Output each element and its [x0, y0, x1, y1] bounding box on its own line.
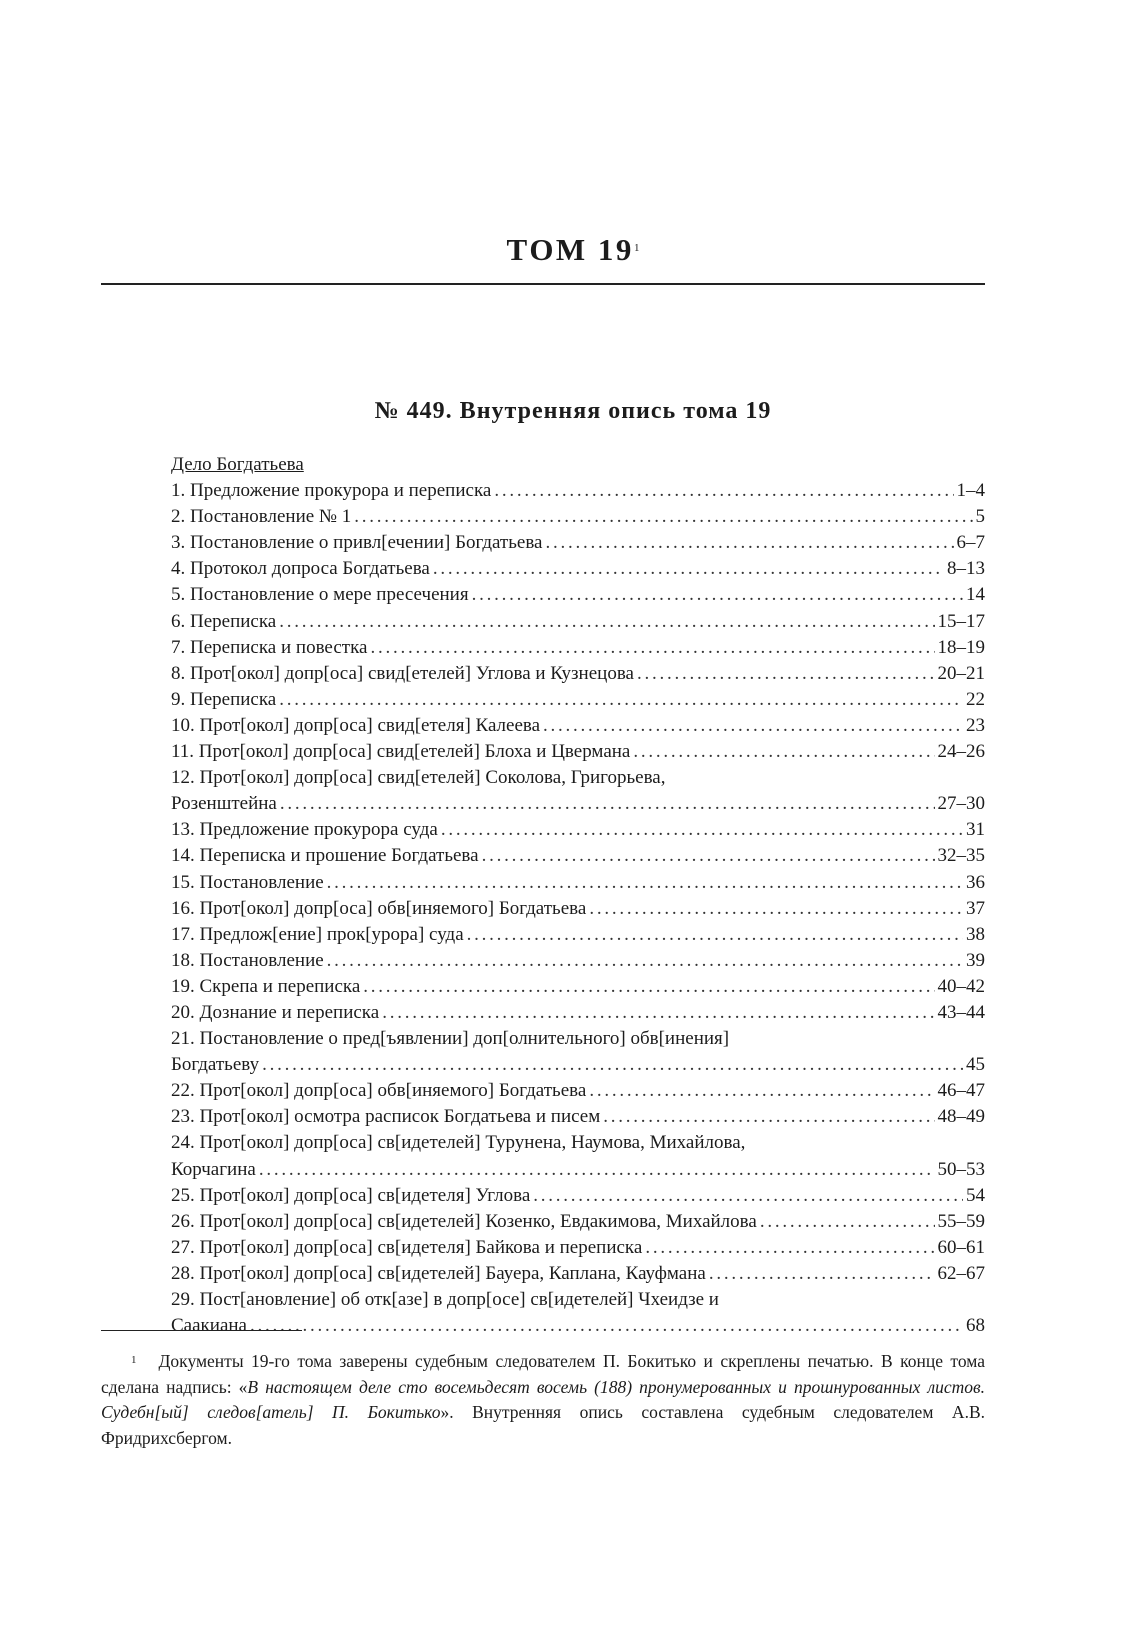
toc-entry-text: 7. Переписка и повестка [171, 636, 368, 658]
toc-entry [171, 974, 985, 1000]
toc-entry-pages: 62–67 [937, 1262, 985, 1284]
dot-leader [533, 1183, 963, 1209]
toc-entry-pages: 37 [966, 897, 985, 919]
toc-entry-line [171, 1287, 985, 1313]
toc-entry-text: 1. Предложение прокурора и переписка [171, 480, 492, 502]
dot-leader [370, 635, 934, 661]
toc-entry-text: 6. Переписка [171, 610, 277, 632]
toc-entry-text: 4. Протокол допроса Богдатьева [171, 558, 430, 580]
toc-entry-pages: 6–7 [956, 532, 985, 554]
dot-leader [637, 661, 935, 687]
toc-entry-pages: 54 [966, 1184, 985, 1206]
toc-entry-text: 14. Переписка и прошение Богдатьева [171, 845, 479, 867]
toc-entry-pages: 1–4 [956, 480, 985, 502]
dot-leader [382, 1000, 934, 1026]
dot-leader [543, 713, 963, 739]
toc-entry [171, 817, 985, 843]
toc-entry [171, 791, 985, 817]
toc-entry-text: 9. Переписка [171, 688, 277, 710]
toc-entry-text: 2. Постановление № 1 [171, 506, 352, 528]
dot-leader [363, 974, 934, 1000]
toc-entry-pages: 27–30 [937, 793, 985, 815]
toc-entry [171, 530, 985, 556]
volume-title [0, 232, 1146, 268]
toc-entry-text: 10. Прот[окол] допр[оса] свид[етеля] Калеева [171, 714, 541, 736]
toc-entry-pages: 5 [975, 506, 985, 528]
toc-entry-pages: 45 [966, 1054, 985, 1076]
toc-entry-text: 19. Скрепа и переписка [171, 975, 361, 997]
toc-entry-text: 5. Постановление о мере пресечения [171, 584, 469, 606]
dot-leader [482, 843, 935, 869]
toc-entry-pages: 24–26 [937, 741, 985, 763]
toc-entry-pages: 50–53 [937, 1158, 985, 1180]
toc-entry-pages: 46–47 [937, 1080, 985, 1102]
toc-entry [171, 504, 985, 530]
toc-entry [171, 1157, 985, 1183]
toc-entry-line [171, 1026, 985, 1052]
footnote [101, 1349, 985, 1451]
toc-entry-pages: 32–35 [937, 845, 985, 867]
dot-leader [760, 1209, 935, 1235]
toc-entry-text: 27. Прот[окол] допр[оса] св[идетеля] Байкова и переписка [171, 1236, 643, 1258]
dot-leader [327, 948, 963, 974]
case-title: Дело Богдатьева [171, 454, 304, 475]
toc-entry [171, 948, 985, 974]
inventory-list [171, 452, 985, 1339]
dot-leader [279, 609, 934, 635]
dot-leader [262, 1052, 963, 1078]
toc-entry [171, 1235, 985, 1261]
toc-entry-pages: 23 [966, 714, 985, 736]
dot-leader [589, 1078, 934, 1104]
toc-entry [171, 1183, 985, 1209]
toc-entry [171, 843, 985, 869]
dot-leader [280, 791, 935, 817]
toc-entry-text: 22. Прот[окол] допр[оса] обв[иняемого] Богдатьева [171, 1080, 587, 1102]
dot-leader [279, 687, 963, 713]
toc-entry-text: 15. Постановление [171, 871, 324, 893]
document-heading: № 449. Внутренняя опись тома 19 [374, 398, 772, 424]
toc-entry-text: 8. Прот[окол] допр[оса] свид[етелей] Углова и Кузнецова [171, 662, 634, 684]
toc-entry-text: 24. Прот[окол] допр[оса] св[идетелей] Турунена, Наумова, Михайлова, [171, 1132, 746, 1154]
dot-leader [467, 922, 963, 948]
toc-entry-text: 25. Прот[окол] допр[оса] св[идетеля] Углова [171, 1184, 531, 1206]
toc-entry [171, 1209, 985, 1235]
dot-leader [354, 504, 972, 530]
toc-entry-continuation: Корчагина [171, 1158, 256, 1180]
footnote-ref[interactable]: 1 [633, 242, 640, 254]
dot-leader [709, 1261, 935, 1287]
toc-entry [171, 739, 985, 765]
dot-leader [603, 1104, 934, 1130]
toc-entry [171, 1000, 985, 1026]
toc-entry-pages: 20–21 [937, 662, 985, 684]
footnote-mark: 1 [131, 1354, 137, 1366]
toc-entry-pages: 38 [966, 923, 985, 945]
toc-entry [171, 687, 985, 713]
toc-entry-text: 12. Прот[окол] допр[оса] свид[етелей] Соколова, Григорьева, [171, 767, 666, 789]
toc-entry-pages: 22 [966, 688, 985, 710]
toc-entry-text: 11. Прот[окол] допр[оса] свид[етелей] Блоха и Цвермана [171, 741, 631, 763]
toc-entry [171, 1078, 985, 1104]
footnote-text-start: Документы 19-го тома заверены судебным следователем П. Бокитько и скреплены печатью. В конце тома сделана надпись: « [101, 1351, 985, 1397]
footnote-quote: В настоящем деле сто восемьдесят восемь (188) пронумерованных и прошнурованных листов. Судебн[ый] следов[атель] П. Бокитько [101, 1376, 986, 1422]
toc-entry [171, 609, 985, 635]
toc-entry [171, 635, 985, 661]
toc-entry [171, 870, 985, 896]
dot-leader [433, 556, 944, 582]
toc-entry [171, 896, 985, 922]
dot-leader [589, 896, 963, 922]
toc-entry-continuation: Розенштейна [171, 793, 277, 815]
toc-entry [171, 1052, 985, 1078]
dot-leader [472, 582, 963, 608]
dot-leader [645, 1235, 934, 1261]
toc-entry-pages: 40–42 [937, 975, 985, 997]
toc-entry-text: 3. Постановление о привл[ечении] Богдатьева [171, 532, 543, 554]
toc-entry-text: 16. Прот[окол] допр[оса] обв[иняемого] Богдатьева [171, 897, 587, 919]
dot-leader [259, 1157, 935, 1183]
toc-entry-pages: 48–49 [937, 1106, 985, 1128]
toc-entry [171, 661, 985, 687]
toc-entry-pages: 36 [966, 871, 985, 893]
toc-entry-text: 28. Прот[окол] допр[оса] св[идетелей] Бауера, Каплана, Кауфмана [171, 1262, 706, 1284]
footnote-divider [101, 1330, 302, 1331]
toc-entry [171, 582, 985, 608]
dot-leader [545, 530, 953, 556]
toc-entry-pages: 39 [966, 949, 985, 971]
dot-leader [441, 817, 963, 843]
toc-entry-continuation: Саакиана [171, 1315, 247, 1337]
toc-entry-text: 17. Предлож[ение] прок[урора] суда [171, 923, 464, 945]
dot-leader [250, 1313, 963, 1339]
toc-entry-line [171, 1130, 985, 1156]
footnote-text-end: ». Внутренняя опись составлена судебным следователем А.В. Фридрихсбергом. [101, 1402, 985, 1448]
toc-entry-text: 26. Прот[окол] допр[оса] св[идетелей] Козенко, Евдакимова, Михайлова [171, 1210, 757, 1232]
toc-entry-pages: 15–17 [937, 610, 985, 632]
toc-entry-pages: 18–19 [937, 636, 985, 658]
title-divider [101, 283, 985, 285]
toc-entry-text: 21. Постановление о пред[ъявлении] доп[олнительного] обв[инения] [171, 1028, 730, 1050]
volume-title-text: ТОМ 19 [506, 232, 634, 267]
dot-leader [494, 478, 953, 504]
dot-leader [327, 870, 963, 896]
toc-entry-text: 20. Дознание и переписка [171, 1001, 380, 1023]
toc-entry-pages: 31 [966, 819, 985, 841]
toc-entry-continuation: Богдатьеву [171, 1054, 260, 1076]
toc-entry-pages: 60–61 [937, 1236, 985, 1258]
toc-entry-pages: 68 [966, 1315, 985, 1337]
toc-entry [171, 713, 985, 739]
toc-entry-line [171, 765, 985, 791]
toc-entry-text: 29. Пост[ановление] об отк[азе] в допр[осе] св[идетелей] Чхеидзе и [171, 1289, 719, 1310]
toc-entry-text: 13. Предложение прокурора суда [171, 819, 438, 841]
toc-entry [171, 1261, 985, 1287]
dot-leader [633, 739, 934, 765]
toc-entry-text: 18. Постановление [171, 949, 324, 971]
toc-entry-pages: 55–59 [937, 1210, 985, 1232]
toc-entry-text: 23. Прот[окол] осмотра расписок Богдатьева и писем [171, 1106, 601, 1128]
toc-entry [171, 922, 985, 948]
toc-entry [171, 1313, 985, 1339]
toc-entry-pages: 43–44 [937, 1001, 985, 1023]
toc-entry [171, 1104, 985, 1130]
toc-entry [171, 478, 985, 504]
toc-entry [171, 556, 985, 582]
toc-entry-pages: 14 [966, 584, 985, 606]
toc-entry-pages: 8–13 [947, 558, 985, 580]
